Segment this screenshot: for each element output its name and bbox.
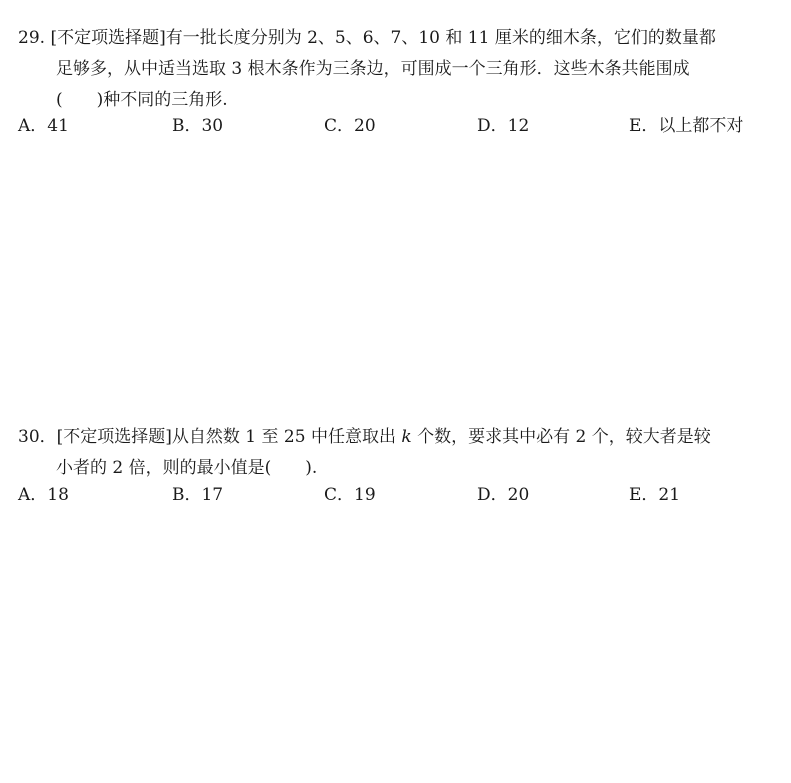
question-30-option-c: C．19 [324,485,376,505]
question-29-stem-line-3: ( )种不同的三角形. [56,90,228,110]
question-29-option-e: E．以上都不对 [629,116,744,136]
question-30-stem-line-1-end: 个数，要求其中必有 2 个，较大者是较 [411,427,711,447]
question-30-stem-line-1 [18,425,711,449]
question-30-stem-line-2: 小者的 2 倍，则的最小值是( ). [56,458,318,478]
question-30-stem-line-1-start: 30．[不定项选择题]从自然数 1 至 25 中任意取出 [18,427,402,447]
question-29-option-c: C．20 [324,116,376,136]
question-29-stem-line-2: 足够多，从中适当选取 3 根木条作为三条边，可围成一个三角形．这些木条共能围成 [56,59,690,79]
question-30-option-d: D．20 [477,485,530,505]
question-30-variable-k: k [401,427,412,447]
question-30-option-e: E．21 [629,485,681,505]
question-30-option-b: B．17 [172,485,224,505]
question-29-option-b: B．30 [172,116,224,136]
question-29-option-a: A．41 [18,116,69,136]
question-29-option-d: D．12 [477,116,530,136]
question-30-option-a: A．18 [18,485,69,505]
question-29-stem-line-1: 29. [不定项选择题]有一批长度分别为 2、5、6、7、10 和 11 厘米的细木条，它们的数量都 [18,28,716,48]
